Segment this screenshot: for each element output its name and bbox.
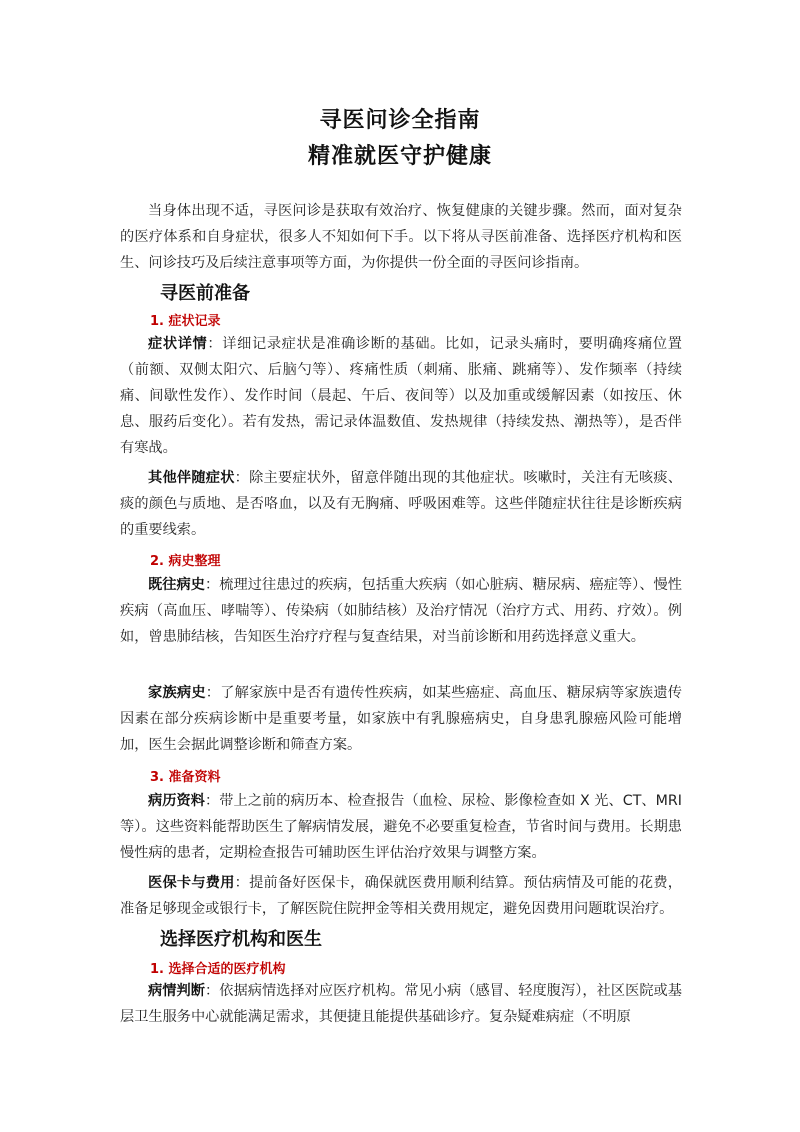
paragraph-past-history [120,572,682,650]
paragraph-text: 提前备好医保卡，确保就医费用顺利结算。预估病情及可能的花费，准备足够现金或银行卡，了解医院住院押金等相关费用规定，避免因费用问题耽误治疗。 [120,875,682,917]
paragraph-label: 医保卡与费用 [148,875,235,891]
paragraph-accompanying-symptoms [120,465,682,543]
label-separator: ： [234,875,250,891]
paragraph-text: 详细记录症状是准确诊断的基础。比如，记录头痛时，要明确疼痛位置（前额、双侧太阳穴、后脑勺等）、疼痛性质（刺痛、胀痛、跳痛等）、发作频率（持续痛、间歇性发作）、发作时间（晨起、午后、夜间等）以及加重或缓解因素（如按压、休息、服药后变化）。若有发热，需记录体温数值、发热规律（持续发热、潮热等），是否伴有寒战。 [120,336,682,456]
subsection-heading-medical-history: 2. 病史整理 [150,554,221,569]
paragraph-text: 依据病情选择对应医疗机构。常见小病（感冒、轻度腹泻），社区医院或基层卫生服务中心就能满足需求，其便捷且能提供基础诊疗。复杂疑难病症（不明原 [120,983,682,1025]
section-heading-preparation: 寻医前准备 [160,283,250,304]
paragraph-label: 病情判断 [148,983,205,999]
label-separator: ： [205,793,220,809]
label-separator: ： [204,983,220,999]
paragraph-text: 梳理过往患过的疾病，包括重大疾病（如心脏病、糖尿病、癌症等）、慢性疾病（高血压、哮喘等）、传染病（如肺结核）及治疗情况（治疗方式、用药、疗效）。例如，曾患肺结核，告知医生治疗疗程与复查结果，对当前诊断和用药选择意义重大。 [120,577,682,645]
paragraph-label: 病历资料 [148,793,205,809]
paragraph-symptom-details [120,331,682,461]
subsection-heading-choose-facility: 1. 选择合适的医疗机构 [150,962,286,977]
paragraph-text: 带上之前的病历本、检查报告（血检、尿检、影像检查如 X 光、CT、MRI 等）。这些资料能帮助医生了解病情发展，避免不必要重复检查，节省时间与费用。长期患慢性病的患者，定期检查报告可辅助医生评估治疗效果与调整方案。 [120,793,682,861]
intro-paragraph: 当身体出现不适，寻医问诊是获取有效治疗、恢复健康的关键步骤。然而，面对复杂的医疗体系和自身症状，很多人不知如何下手。以下将从寻医前准备、选择医疗机构和医生、问诊技巧及后续注意事项等方面，为你提供一份全面的寻医问诊指南。 [120,203,682,271]
paragraph-text: 除主要症状外，留意伴随出现的其他症状。咳嗽时，关注有无咳痰、痰的颜色与质地、是否咯血，以及有无胸痛、呼吸困难等。这些伴随症状往往是诊断疾病的重要线索。 [120,470,682,538]
label-separator: ： [207,336,223,352]
subsection-heading-symptom-record: 1. 症状记录 [150,314,221,329]
paragraph-label: 其他伴随症状 [148,470,235,486]
section-heading-choose-institution: 选择医疗机构和医生 [160,929,322,950]
subsection-heading-prepare-materials: 3. 准备资料 [150,770,221,785]
paragraph-condition-judgement [120,978,682,1030]
paragraph-medical-records [120,788,682,866]
paragraph-label: 家族病史 [148,685,206,701]
label-separator: ： [234,470,250,486]
paragraph-text: 了解家族中是否有遗传性疾病，如某些癌症、高血压、糖尿病等家族遗传因素在部分疾病诊断中是重要考量，如家族中有乳腺癌病史，自身患乳腺癌风险可能增加，医生会据此调整诊断和筛查方案。 [120,685,682,753]
paragraph-family-history [120,680,682,758]
paragraph-insurance-costs [120,870,682,922]
document-title: 寻医问诊全指南 [319,108,481,133]
label-separator: ： [204,577,220,593]
label-separator: ： [205,685,221,701]
document-subtitle: 精准就医守护健康 [307,144,492,169]
paragraph-label: 症状详情 [148,336,208,352]
paragraph-label: 既往病史 [148,577,205,593]
